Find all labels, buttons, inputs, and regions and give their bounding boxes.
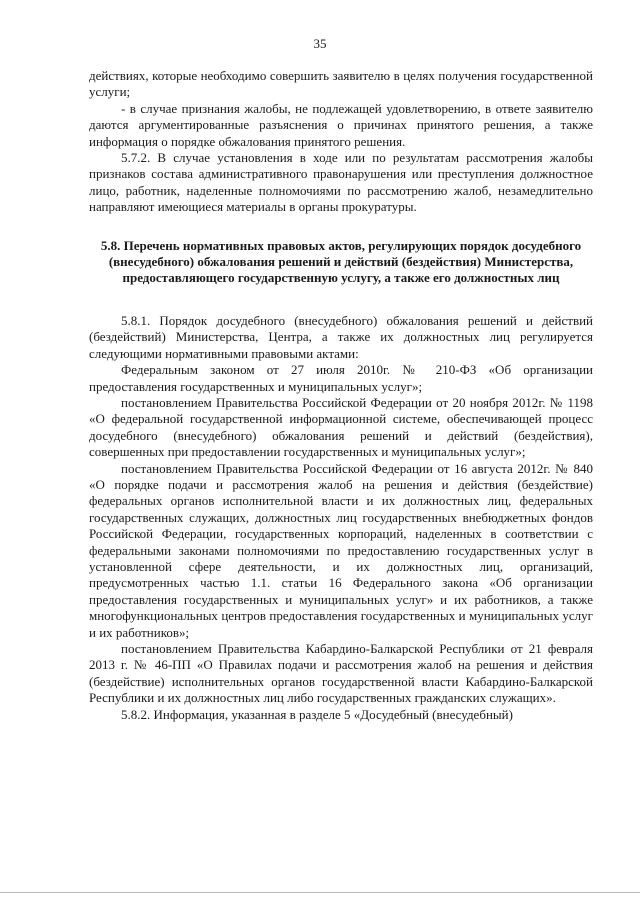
paragraph-resolution-840: постановлением Правительства Российской Федерации от 16 августа 2012г. № 840 «О порядке подачи и рассмотрения жалоб на решения и действия (бездействие) федеральных органов исполнительной власти и их должностных лиц, федеральных государственных служащих, должностных лиц государственных внебюджетных фондов Российской Федерации, государственных корпораций, наделенных в соответствии с федеральными законами полномочиями по предоставлению государственных услуг в установленной сфере деятельности, и их должностных лиц, организаций, предусмотренных частью 1.1. статьи 16 Федерального закона «Об организации предоставления государственных и муниципальных услуг» и их работников, а также многофункциональных центров предоставления государственных и муниципальных услуг и их работников»; [89,460,593,640]
paragraph-resolution-46-pp: постановлением Правительства Кабардино-Балкарской Республики от 21 февраля 2013 г. № 46-ПП «О Правилах подачи и рассмотрения жалоб на решения и действия (бездействие) исполнительных органов государственной власти Кабардино-Балкарской Республики и их должностных лиц либо государственных гражданских служащих». [89,641,593,706]
paragraph-5-7-2: 5.7.2. В случае установления в ходе или по результатам рассмотрения жалобы признаков состава административного правонарушения или преступления должностное лицо, работник, наделенные полномочиями по рассмотрению жалоб, незамедлительно направляют имеющиеся материалы в органы прокуратуры. [89,150,593,215]
paragraph-continuation: действиях, которые необходимо совершить заявителю в целях получения государственной услуги; [89,68,593,100]
page-number: 35 [313,36,327,51]
paragraph-5-8-2: 5.8.2. Информация, указанная в разделе 5 «Досудебный (внесудебный) [121,706,513,722]
paragraph-resolution-1198: постановлением Правительства Российской Федерации от 20 ноября 2012г. № 1198 «О федеральной государственной информационной системе, обеспечивающей процесс досудебного (внесудебного) обжалования решений и действий (бездействия), совершенных при предоставлении государственных и муниципальных услуг»; [89,394,593,460]
paragraph-rejection-response: - в случае признания жалобы, не подлежащей удовлетворению, в ответе заявителю даются аргументированные разъяснения о причинах принятого решения, а также информация о порядке обжалования принятого решения. [89,100,593,149]
bottom-scan-edge [0,892,640,893]
paragraph-federal-law-210: Федеральным законом от 27 июля 2010г. № 210-ФЗ «Об организации предоставления государственных и муниципальных услуг»; [89,362,593,394]
paragraph-5-8-1: 5.8.1. Порядок досудебного (внесудебного) обжалования решений и действий (бездействий) Министерства, Центра, а также их должностных лиц регулируется следующими нормативными правовыми актами: [89,312,593,361]
document-body [89,68,593,723]
section-heading-5-8: 5.8. Перечень нормативных правовых актов, регулирующих порядок досудебного (внесудебного) обжалования решений и действий (бездействия) Министерства, предоставляющего государственную услугу, а также его должностных лиц [100,237,582,286]
